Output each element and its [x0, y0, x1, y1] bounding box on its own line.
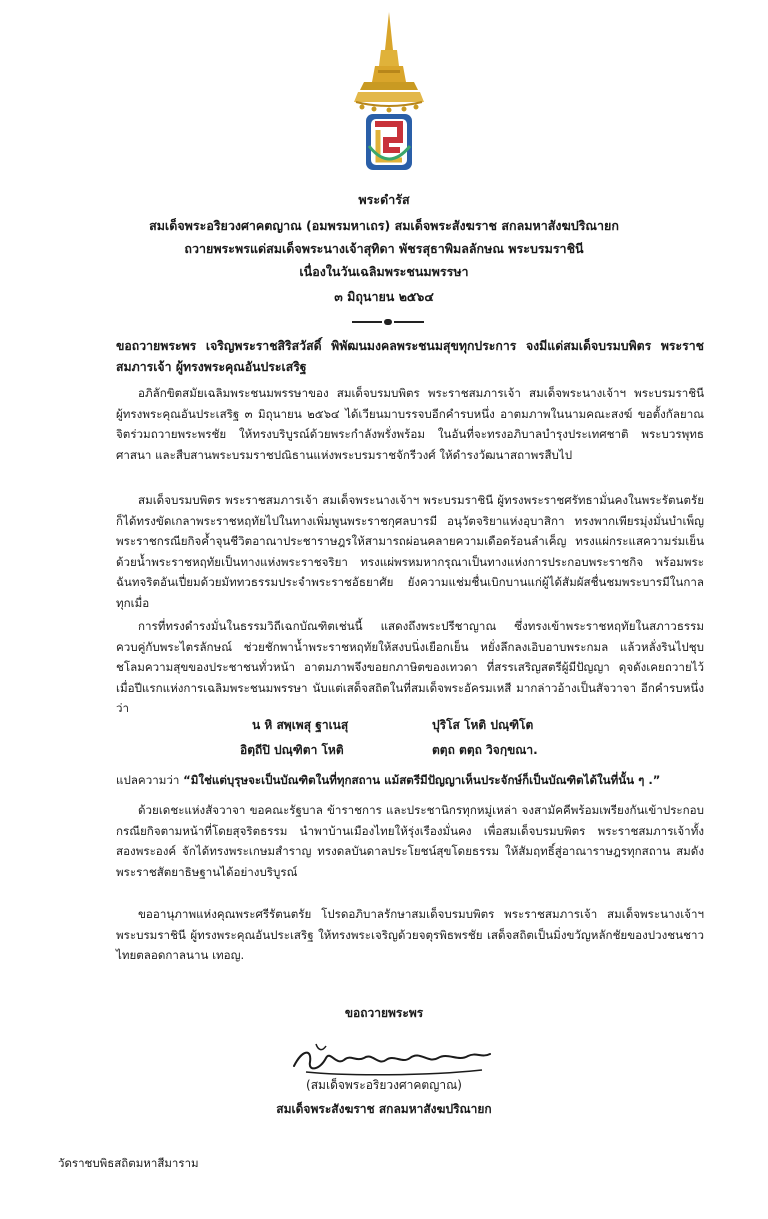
- paragraph-3: การที่ทรงดำรงมั่นในธรรมวิถีเฉกบัณฑิตเช่นนี้ แสดงถึงพระปรีชาญาณ ซึ่งทรงเข้าพระราชหฤทัยในสภาวธรรมควบคู่กับพระไตรลักษณ์ ช่วยชักพาน้ำพระราชหฤทัยให้สงบนิ่งเยือกเย็น หยั่งลึกลงเอิบอาบพระกมล แล้วหลั่งรินไปชุบชโลมความสุขของประชาชนทั่วหน้า อาตมภาพจึงขอยกภาษิตของเทวดา ที่สรรเสริญสตรีผู้มีปัญญา ดุจดังเคยถวายไว้ เมื่อปีแรกแห่งการเฉลิมพระชนมพรรษา นับแต่เสด็จสถิตในที่สมเด็จพระอัครมเหสี มากล่าวอ้างเป็นสัจวาจา อีกคำรบหนึ่ง ว่า: [116, 619, 704, 715]
- paragraph-5: ขออานุภาพแห่งคุณพระศรีรัตนตรัย โปรดอภิบาลรักษาสมเด็จบรมบพิตร พระราชสมภารเจ้า สมเด็จพระนางเจ้าฯ พระบรมราชินี ผู้ทรงพระคุณอันประเสริฐ ให้ทรงพระเจริญด้วยจตุรพิธพรชัย เสด็จสถิตเป็นมิ่งขวัญหลักชัยของปวงชนชาวไทยตลอดกาลนาน เทอญ.: [116, 907, 704, 962]
- document-title: พระดำรัส: [358, 192, 410, 207]
- opening-blessing: ขอถวายพระพร เจริญพระราชสิริสวัสดิ์ พิพัฒนมงคลพระชนมสุขทุกประการ จงมีแด่สมเด็จบรมบพิตร พระราชสมภารเจ้า ผู้ทรงพระคุณอันประเสริฐ: [116, 339, 704, 374]
- paragraph-2: สมเด็จบรมบพิตร พระราชสมภารเจ้า สมเด็จพระนางเจ้าฯ พระบรมราชินี ผู้ทรงพระราชศรัทธามั่นคงในพระรัตนตรัย ก็ได้ทรงขัดเกลาพระราชหฤทัยไปในทางเพิ่มพูนพระราชกุศลบารมี อนุวัตจริยาแห่งอุบาสิกา ทรงพากเพียรมุ่งมั่นบำเพ็ญพระราชกรณียกิจค้ำจุนชีวิตอาณาประชาราษฎรให้สามารถผ่อนคลายความเดือดร้อนลำเค็ญ ทรงแผ่กระแสความร่มเย็นด้วยน้ำพระราชหฤทัยเป็นทางแห่งพระราชจริยา ทรงแผ่พรหมหากรุณาเป็นทางแห่งการประกอบพระราชกิจ พร้อมพระฉันทจริตอันเปี่ยมด้วยมัททวธรรมประจำพระราชอัธยาศัย ยังความแช่มชื่นเบิกบานแก่ผู้ได้สัมผัสชื่นชมพระบารมีในกาลทุกเมื่อ: [116, 493, 704, 610]
- ornamental-divider: [352, 319, 424, 325]
- translation-text: “มิใช่แต่บุรุษจะเป็นบัณฑิตในที่ทุกสถาน แม้สตรีมีปัญญาเห็นประจักษ์ก็เป็นบัณฑิตได้ในที่นั้น ๆ .”: [183, 773, 661, 787]
- royal-emblem-icon: [344, 10, 434, 175]
- heading-date: ๓ มิถุนายน ๒๕๖๔: [334, 289, 434, 304]
- signatory-title: สมเด็จพระสังฆราช สกลมหาสังฆปริณายก: [276, 1102, 492, 1116]
- signatory-name: (สมเด็จพระอริยวงศาคตญาณ): [306, 1078, 462, 1092]
- closing-blessing: ขอถวายพระพร: [344, 1006, 424, 1020]
- translation-line: [116, 770, 704, 791]
- verse-left-1: น หิ สพฺเพสุ ฐาเนสุ: [252, 718, 349, 732]
- verse-right-2: ตตฺถ ตตฺถ วิจกฺขณา.: [432, 743, 538, 757]
- paragraph-4: ด้วยเดชะแห่งสัจวาจา ขอคณะรัฐบาล ข้าราชการ และประชานิกรทุกหมู่เหล่า จงสามัคคีพร้อมเพรียงกันเข้าประกอบกรณียกิจตามหน้าที่โดยสุจริตธรรม นำพาบ้านเมืองไทยให้รุ่งเรืองมั่นคง เพื่อสมเด็จบรมบพิตร พระราชสมภารเจ้าทั้งสองพระองค์ จักได้ทรงพระเกษมสำราญ ทรงดลบันดาลประโยชน์สุขโดยธรรม ให้สัมฤทธิ์สู่อาณาราษฎรทุกสถาน สมดังพระราชสัตยาธิษฐานได้อย่างบริบูรณ์: [116, 803, 704, 879]
- verse-right-1: ปุริโส โหติ ปณฺฑิโต: [432, 718, 534, 732]
- heading-line-2: ถวายพระพรแด่สมเด็จพระนางเจ้าสุทิดา พัชรสุธาพิมลลักษณ พระบรมราชินี: [184, 241, 584, 256]
- footer-location: วัดราชบพิธสถิตมหาสีมาราม: [58, 1156, 199, 1170]
- heading-line-1: สมเด็จพระอริยวงศาคตญาณ (อมพรมหาเถร) สมเด็จพระสังฆราช สกลมหาสังฆปริณายก: [149, 218, 619, 233]
- paragraph-1: อภิลักขิตสมัยเฉลิมพระชนมพรรษาของ สมเด็จบรมบพิตร พระราชสมภารเจ้า สมเด็จพระนางเจ้าฯ พระบรมราชินี ผู้ทรงพระคุณอันประเสริฐ ๓ มิถุนายน ๒๕๖๔ ได้เวียนมาบรรจบอีกคำรบหนึ่ง อาตมภาพในนามคณะสงฆ์ ขอตั้งกัลยาณจิตร่วมถวายพระพรชัย ให้ทรงบริบูรณ์ด้วยพระกำลังพรั่งพร้อม ในอันที่จะทรงอภิบาลบำรุงประเทศชาติ พระบวรพุทธศาสนา และสืบสานพระบรมราชปณิธานแห่งพระบรมราชจักรีวงศ์ ให้ดำรงวัฒนาสถาพรสืบไป: [116, 386, 704, 462]
- translation-prefix: แปลความว่า: [116, 773, 180, 787]
- heading-line-3: เนื่องในวันเฉลิมพระชนมพรรษา: [299, 264, 469, 279]
- verse-left-2: อิตฺถีปิ ปณฺฑิตา โหติ: [240, 743, 344, 757]
